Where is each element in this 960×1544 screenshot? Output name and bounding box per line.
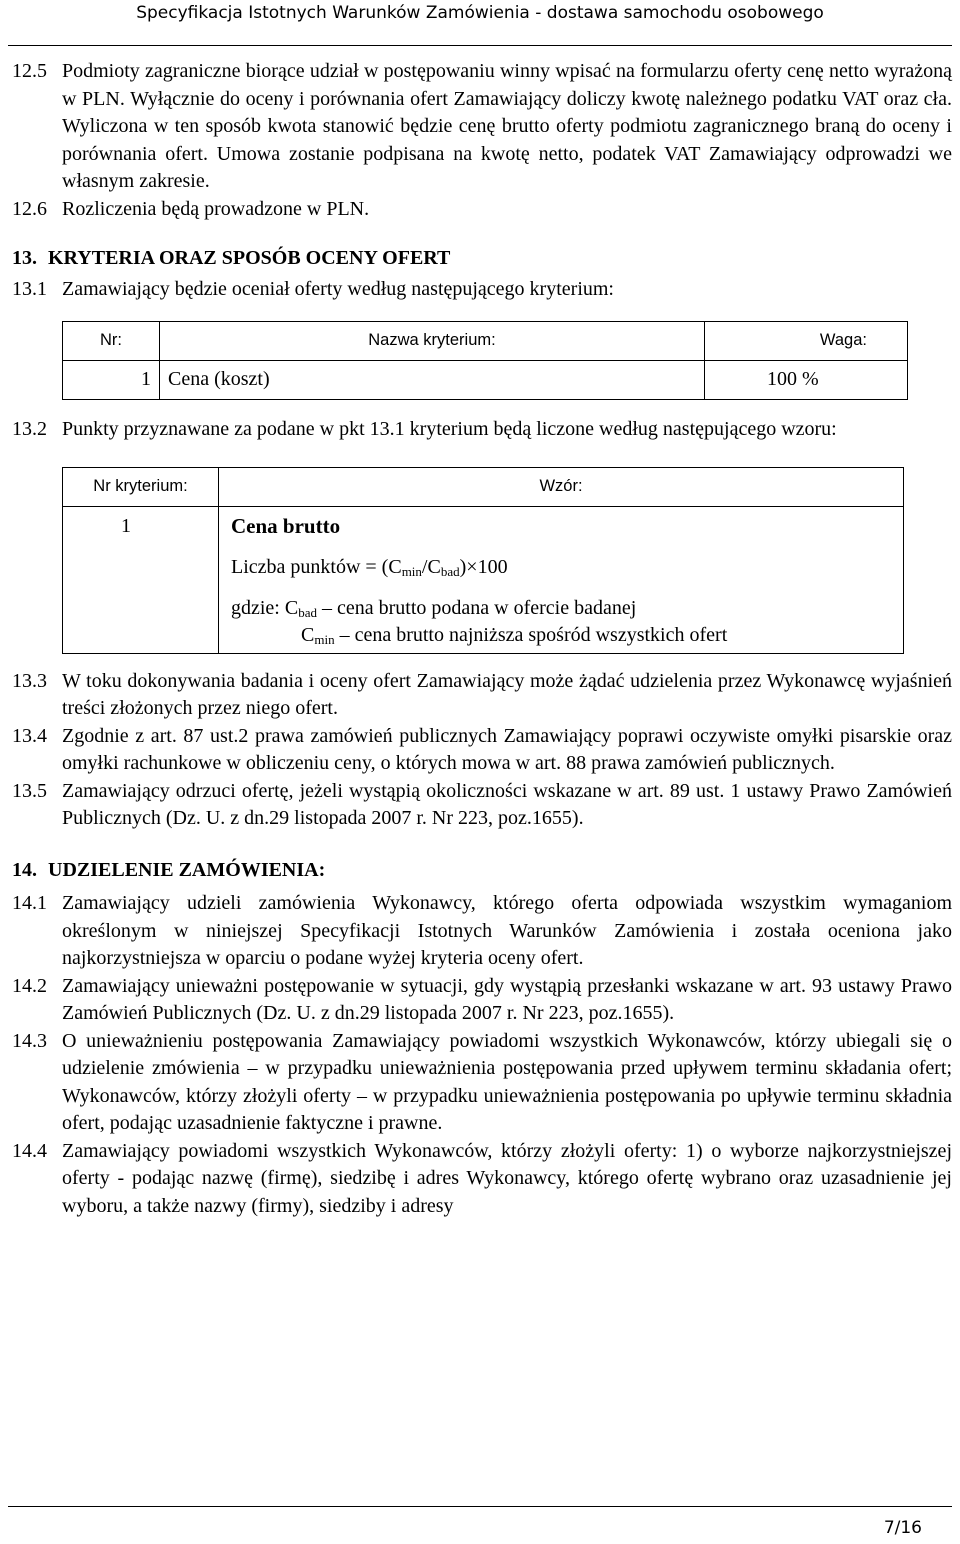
table-row xyxy=(63,361,908,400)
section-14-heading xyxy=(12,857,952,885)
where-label: gdzie: C xyxy=(231,596,299,619)
min-description: – cena brutto najniższa spośród wszystkich ofert xyxy=(339,623,728,646)
section-text: W toku dokonywania badania i oceny ofert Zamawiający może żądać udzielenia przez Wykonawcę wyjaśnień treści złożonych przez niego ofert. xyxy=(62,669,952,719)
formula-min-subscript: min xyxy=(401,563,422,579)
bad-subscript: bad xyxy=(298,604,317,620)
section-number: 13.2 xyxy=(12,418,47,440)
section-number: 14.4 xyxy=(12,1139,47,1162)
section-text: Zamawiający będzie oceniał oferty według następującego kryterium: xyxy=(62,277,614,300)
section-number: 14.2 xyxy=(12,974,47,997)
formula-slash: /C xyxy=(421,555,441,578)
section-text: Zamawiający unieważni postępowanie w sytuacji, gdy wystąpią przesłanki wskazane w art. 93 ustawy Prawo Zamówień Publicznych (Dz. U. z dn.29 listopada 2007 r. Nr 223, poz.1655). xyxy=(62,974,952,1024)
table-row xyxy=(63,506,904,653)
header-criterion-name: Nazwa kryterium: xyxy=(160,322,705,361)
criteria-table xyxy=(62,321,908,400)
section-14-2 xyxy=(12,973,952,1028)
formula-table xyxy=(62,467,904,654)
table-header-row xyxy=(63,467,904,506)
formula-equals: = (C xyxy=(365,555,402,578)
cell-criterion-nr: 1 xyxy=(63,506,219,653)
section-number: 12.6 xyxy=(12,197,47,220)
header-weight: Waga: xyxy=(705,322,908,361)
document-body xyxy=(12,58,952,1220)
where-min-line xyxy=(231,622,893,649)
section-number: 13.1 xyxy=(12,277,47,300)
heading-title: UDZIELENIE ZAMÓWIENIA: xyxy=(48,858,326,881)
formula-times: × xyxy=(466,555,478,578)
section-13-3 xyxy=(12,668,952,723)
section-number: 13.4 xyxy=(12,724,47,747)
points-formula xyxy=(231,554,893,581)
section-14-3 xyxy=(12,1028,952,1138)
section-13-heading xyxy=(12,245,952,273)
section-number: 12.5 xyxy=(12,60,47,82)
formula-label: Liczba punktów xyxy=(231,555,361,578)
cell-weight: 100 % xyxy=(705,361,908,400)
section-12-6 xyxy=(12,196,952,224)
formula-close: ) xyxy=(459,555,467,578)
section-number: 14.3 xyxy=(12,1029,47,1052)
section-13-5 xyxy=(12,778,952,833)
section-12-5 xyxy=(12,58,952,196)
min-subscript: min xyxy=(314,631,335,647)
section-text: O unieważnieniu postępowania Zamawiający powiadomi wszystkich Wykonawców, którzy ubiegali się o udzielenie zmówienia – w przypadku unieważnienia postępowania przed upływem terminu składania ofert; Wykonawców, którzy złożyli oferty – w przypadku unieważnienia postępowania po upływie terminu składnia ofert, podając uzasadnienie faktyczne i prawne. xyxy=(62,1029,952,1134)
section-text: Zamawiający udzieli zamówienia Wykonawcy, którego oferta odpowiada wszystkim wymaganiom określonym w niniejszej Specyfikacji Istotnych Warunków Zamówienia i została oceniona jako najkorzystniejsza w oparciu o podane wyżej kryteria oceny ofert. xyxy=(62,892,952,969)
header-formula: Wzór: xyxy=(219,467,904,506)
header-criterion-nr: Nr kryterium: xyxy=(63,467,219,506)
min-symbol: C xyxy=(301,623,315,646)
section-13-1 xyxy=(12,276,952,304)
header-nr: Nr: xyxy=(63,322,160,361)
where-bad-line xyxy=(231,595,893,622)
formula-bad-subscript: bad xyxy=(440,563,460,579)
section-13-2 xyxy=(12,416,952,444)
criterion-title: Cena brutto xyxy=(231,513,341,538)
heading-number: 13. xyxy=(12,247,37,269)
section-text: Podmioty zagraniczne biorące udział w postępowaniu winny wpisać na formularzu oferty cenę netto wyrażoną w PLN. Wyłącznie do oceny i porównania ofert Zamawiający doliczy kwotę należnego podatku VAT oraz cła. Wyliczona w ten sposób kwota stanowić będzie cenę brutto oferty podmiotu zagranicznego braną do oceny i porównania ofert. Umowa zostanie podpisana na kwotę netto, podatek VAT Zamawiający odprowadzi we własnym zakresie. xyxy=(62,60,952,192)
bad-description: – cena brutto podana w ofercie badanej xyxy=(322,596,637,619)
heading-title: KRYTERIA ORAZ SPOSÓB OCENY OFERT xyxy=(48,247,451,269)
section-text: Rozliczenia będą prowadzone w PLN. xyxy=(62,197,370,220)
section-13-4 xyxy=(12,723,952,778)
page-header: Specyfikacja Istotnych Warunków Zamówienia - dostawa samochodu osobowego xyxy=(136,3,824,23)
heading-number: 14. xyxy=(12,858,37,881)
section-14-1 xyxy=(12,890,952,973)
section-text: Punkty przyznawane za podane w pkt 13.1 kryterium będą liczone według następującego wzoru: xyxy=(62,418,837,440)
footer-divider xyxy=(8,1506,952,1507)
section-text: Zamawiający odrzuci ofertę, jeżeli wystąpią okoliczności wskazane w art. 89 ust. 1 ustawy Prawo Zamówień Publicznych (Dz. U. z dn.29 listopada 2007 r. Nr 223, poz.1655). xyxy=(62,779,952,829)
cell-criterion-name: Cena (koszt) xyxy=(160,361,705,400)
formula-hundred: 100 xyxy=(477,555,508,578)
section-number: 13.5 xyxy=(12,779,47,802)
header-divider xyxy=(8,45,952,46)
section-text: Zgodnie z art. 87 ust.2 prawa zamówień publicznych Zamawiający poprawi oczywiste omyłki pisarskie oraz omyłki rachunkowe w obliczeniu ceny, o których mowa w art. 88 prawa zamówień publicznych. xyxy=(62,724,952,774)
section-text: Zamawiający powiadomi wszystkich Wykonawców, którzy złożyli oferty: 1) o wyborze najkorzystniejszej oferty - podając nazwę (firmę), siedzibę i adres Wykonawcy, którego ofertę wybrano oraz uzasadnienie jej wyboru, a także nazwy (firmy), siedziby i adresy xyxy=(62,1139,952,1217)
cell-nr: 1 xyxy=(63,361,160,400)
section-number: 13.3 xyxy=(12,669,47,692)
page-number: 7/16 xyxy=(883,1518,922,1538)
table-header-row xyxy=(63,322,908,361)
cell-formula xyxy=(219,506,904,653)
section-14-4 xyxy=(12,1138,952,1221)
section-number: 14.1 xyxy=(12,892,47,914)
